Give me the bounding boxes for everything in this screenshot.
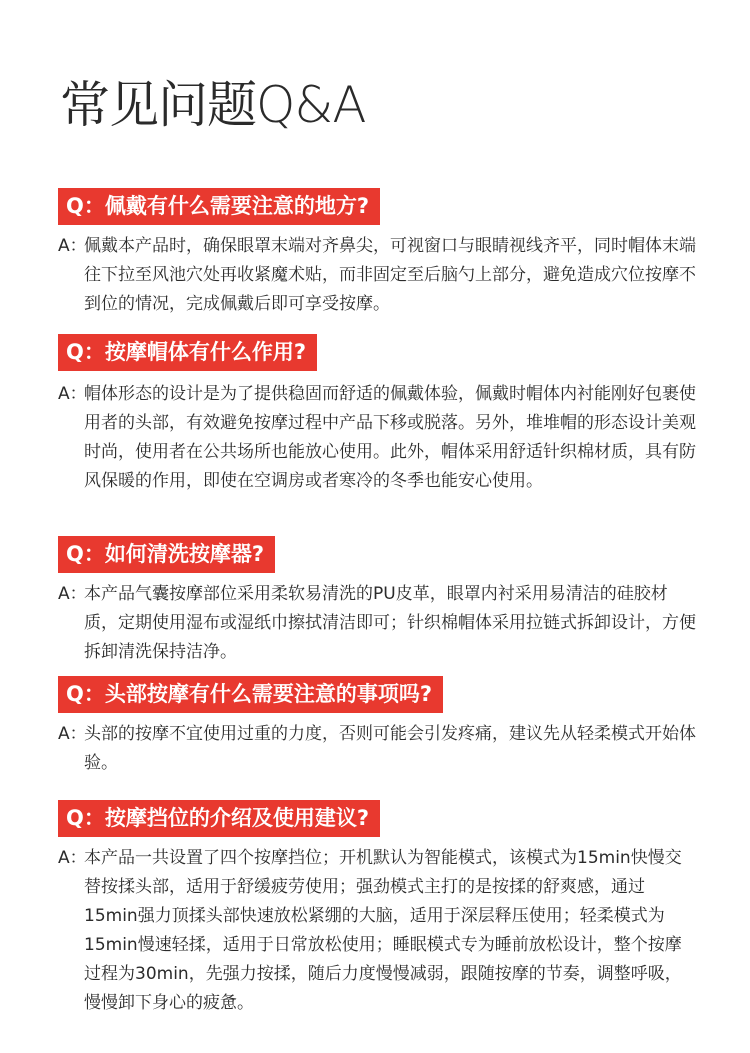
qa-item-gear-modes [58, 800, 698, 1018]
answer-block [58, 232, 698, 319]
answer-block [58, 580, 698, 667]
answer-prefix: A： [58, 584, 87, 604]
answer-block [58, 720, 698, 778]
question-badge: Q：按摩挡位的介绍及使用建议? [58, 800, 380, 837]
answer-text: 帽体形态的设计是为了提供稳固而舒适的佩戴体验，佩戴时帽体内衬能刚好包裹使用者的头部，有效避免按摩过程中产品下移或脱落。另外，堆堆帽的形态设计美观时尚，使用者在公共场所也能放心使用。此外，帽体采用舒适针织棉材质，具有防风保暖的作用，即使在空调房或者寒冷的冬季也能安心使用。 [84, 384, 696, 491]
qa-item-cleaning [58, 536, 698, 667]
answer-prefix: A： [58, 848, 87, 868]
question-badge: Q：头部按摩有什么需要注意的事项吗? [58, 676, 443, 713]
qa-item-wearing [58, 188, 698, 319]
answer-prefix: A： [58, 384, 87, 404]
answer-block [58, 380, 698, 496]
qa-item-head-massage [58, 676, 698, 778]
question-badge: Q：按摩帽体有什么作用? [58, 334, 317, 371]
page-title: 常见问题Q&A [60, 76, 366, 134]
question-badge: Q：佩戴有什么需要注意的地方? [58, 188, 380, 225]
answer-text: 本产品气囊按摩部位采用柔软易清洗的PU皮革，眼罩内衬采用易清洁的硅胶材质，定期使用湿布或湿纸巾擦拭清洁即可；针织棉帽体采用拉链式拆卸设计，方便拆卸清洗保持洁净。 [84, 584, 696, 662]
answer-text: 头部的按摩不宜使用过重的力度，否则可能会引发疼痛，建议先从轻柔模式开始体验。 [84, 724, 696, 773]
answer-prefix: A： [58, 724, 87, 744]
answer-text: 本产品一共设置了四个按摩挡位；开机默认为智能模式，该模式为15min快慢交替按揉头部，适用于舒缓疲劳使用；强劲模式主打的是按揉的舒爽感，通过15min强力顶揉头部快速放松紧绷的大脑，适用于深层释压使用；轻柔模式为15min慢速轻揉，适用于日常放松使用；睡眠模式专为睡前放松设计，整个按摩过程为30min，先强力按揉，随后力度慢慢减弱，跟随按摩的节奏，调整呼吸，慢慢卸下身心的疲惫。 [84, 848, 682, 1013]
qa-item-cap-function [58, 334, 698, 496]
question-badge: Q：如何清洗按摩器? [58, 536, 275, 573]
answer-block [58, 844, 698, 1018]
answer-text: 佩戴本产品时，确保眼罩末端对齐鼻尖，可视窗口与眼睛视线齐平，同时帽体末端往下拉至风池穴处再收紧魔术贴，而非固定至后脑勺上部分，避免造成穴位按摩不到位的情况，完成佩戴后即可享受按摩。 [84, 236, 696, 314]
answer-prefix: A： [58, 236, 87, 256]
